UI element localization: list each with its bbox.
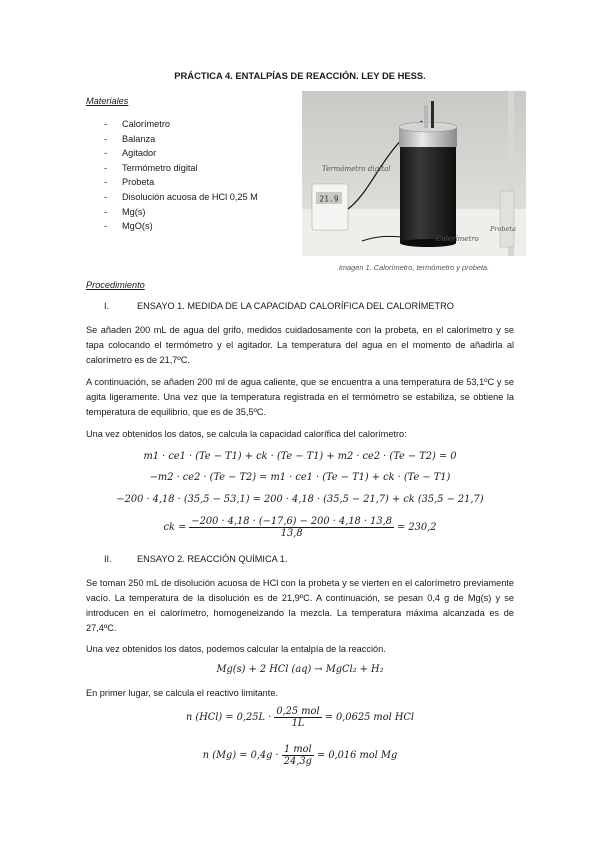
page-title: PRÁCTICA 4. ENTALPÍAS DE REACCIÓN. LEY DE HESS. xyxy=(174,70,426,81)
photo-label-calorimetro: Calorímetro xyxy=(436,235,479,243)
equation-4-denominator: 13,8 xyxy=(280,528,303,539)
list-item: - Balanza xyxy=(104,132,258,147)
procedimiento-heading: Procedimiento xyxy=(86,280,145,290)
materiales-heading: Materiales xyxy=(86,96,129,106)
equation-4-lhs: ck = xyxy=(163,522,187,533)
thermometer-display: 21.9 xyxy=(319,194,339,204)
photo-caption: Imagen 1. Calorímetro, termómetro y probeta. xyxy=(338,263,490,272)
n-hcl-result: = 0,0625 mol HCl xyxy=(324,712,415,723)
ensayo1-title: ENSAYO 1. MEDIDA DE LA CAPACIDAD CALORÍFICA DEL CALORÍMETRO xyxy=(137,301,454,311)
ensayo2-paragraph-2: Una vez obtenidos los datos, podemos calcular la entalpía de la reacción. xyxy=(86,644,386,654)
list-item: - Calorímetro xyxy=(104,117,258,132)
photo-label-probeta: Probeta xyxy=(490,225,516,233)
ensayo1-paragraph-1: Se añaden 200 mL de agua del grifo, medidos cuidadosamente con la probeta, en el calorímetro y se tapa colocando el termómetro y el agitador. La temperatura del agua en el momento de añadirla al calorímetro es de 21,7ºC. xyxy=(86,325,514,365)
ensayo1-heading xyxy=(104,301,454,311)
list-item: - Probeta xyxy=(104,175,258,190)
digital-thermometer xyxy=(312,184,348,230)
materiales-list xyxy=(104,117,258,234)
n-mg-fraction xyxy=(282,744,314,767)
equation-n-mg xyxy=(86,744,514,767)
ensayo2-title: ENSAYO 2. REACCIÓN QUÍMICA 1. xyxy=(137,554,288,564)
list-item: - MgO(s) xyxy=(104,219,258,234)
ensayo2-paragraph-1: Se toman 250 mL de disolución acuosa de HCl con la probeta y se vierten en el calorímetro previamente vacío. La temperatura de la disolución es de 21,9ºC. A continuación, se pesan 0,4 g de Mg(s) y se introducen en el calorímetro, homogeneizando la mezcla. La temperatura máxima alcanzada es de 27,4ºC. xyxy=(86,578,514,633)
n-mg-result: = 0,016 mol Mg xyxy=(317,750,398,761)
list-item: - Agitador xyxy=(104,146,258,161)
equation-4-numerator: −200 · 4,18 · (−17,6) − 200 · 4,18 · 13,8 xyxy=(191,516,392,527)
n-mg-denominator: 24,3g xyxy=(283,756,312,767)
equation-2: −m2 · ce2 · (Te − T2) = m1 · ce1 · (Te − T1) + ck · (Te − T1) xyxy=(149,472,451,483)
equation-4-fraction xyxy=(189,516,394,539)
n-mg-numerator: 1 mol xyxy=(282,744,314,756)
list-item: - Disolución acuosa de HCl 0,25 M xyxy=(104,190,258,205)
list-item: - Termómetro digital xyxy=(104,161,258,176)
equation-3: −200 · 4,18 · (35,5 − 53,1) = 200 · 4,18 · (35,5 − 21,7) + ck (35,5 − 21,7) xyxy=(116,494,484,505)
n-hcl-fraction xyxy=(274,706,321,729)
photo-label-termometro: Termómetro digital xyxy=(322,165,391,173)
ensayo2-heading xyxy=(104,554,287,564)
equation-1: m1 · ce1 · (Te − T1) + ck · (Te − T1) + m2 · ce2 · (Te − T2) = 0 xyxy=(143,451,457,462)
ensayo1-paragraph-3: Una vez obtenidos los datos, se calcula la capacidad calorífica del calorímetro: xyxy=(86,429,407,439)
ensayo1-number: I. xyxy=(104,301,110,311)
n-mg-lhs: n (Mg) = 0,4g · xyxy=(202,750,279,761)
n-hcl-denominator: 1L xyxy=(291,718,305,729)
ensayo2-paragraph-3: En primer lugar, se calcula el reactivo limitante. xyxy=(86,688,278,698)
equation-4 xyxy=(86,516,514,539)
n-hcl-lhs: n (HCl) = 0,25L · xyxy=(185,712,272,723)
equation-n-hcl xyxy=(86,706,514,729)
ensayo1-paragraph-2: A continuación, se añaden 200 ml de agua caliente, que se encuentra a una temperatura de 53,1ºC y se agita ligeramente. Una vez que la temperatura registrada en el termómetro se estabiliza, se obtiene la temperatura de equilibrio, que es de 35,5ºC. xyxy=(86,377,514,417)
ensayo2-number: II. xyxy=(104,554,112,564)
list-item: - Mg(s) xyxy=(104,205,258,220)
lab-photo xyxy=(302,91,526,256)
reaction-equation: Mg(s) + 2 HCl (aq) → MgCl₂ + H₂ xyxy=(216,664,384,675)
equation-4-result: = 230,2 xyxy=(397,522,437,533)
n-hcl-numerator: 0,25 mol xyxy=(276,706,320,717)
